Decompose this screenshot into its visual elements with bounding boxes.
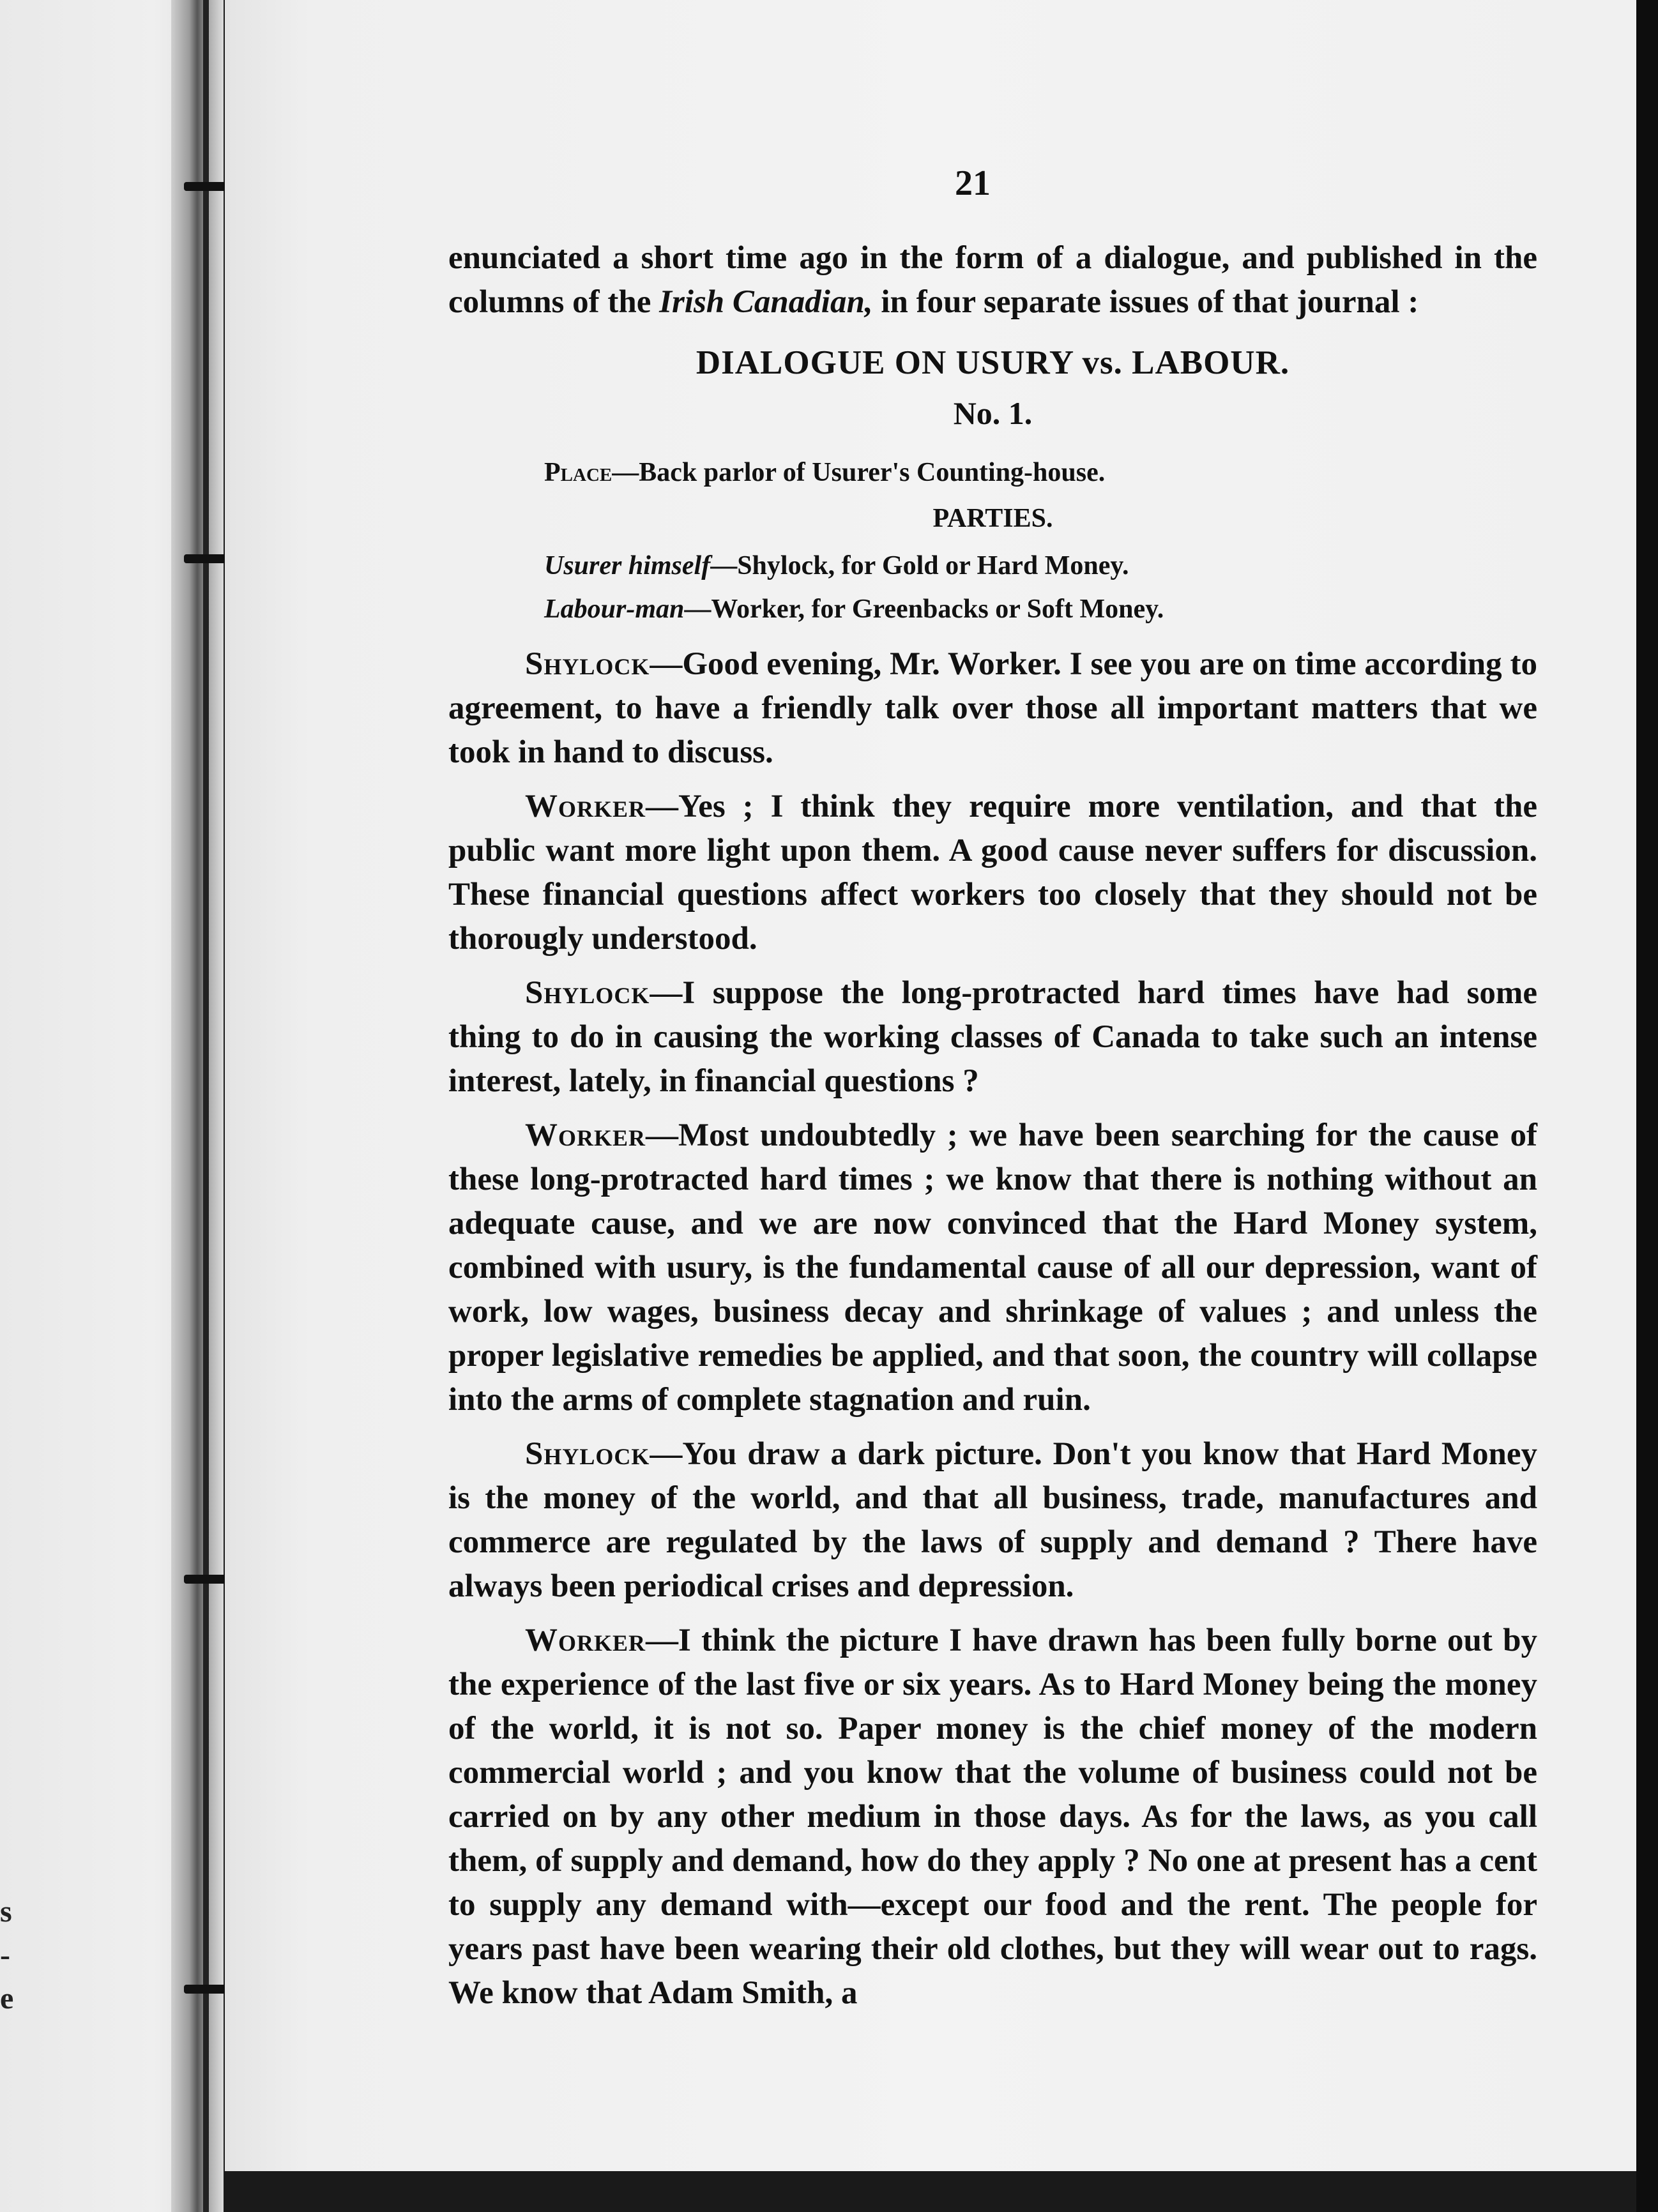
dialogue-number: No. 1. <box>953 395 1033 431</box>
speaker-name: Shylock <box>525 646 650 682</box>
speech-text: —Good evening, Mr. Worker. I see you are on time according to agreement, to have a friendly talk over those all important matters that we took in hand to discuss. <box>448 646 1537 770</box>
speaker-name: Shylock <box>525 975 650 1011</box>
party-entry <box>544 594 1537 625</box>
party-description: —Worker, for Greenbacks or Soft Money. <box>684 595 1164 624</box>
intro-text-before: enunciated a short time ago in the form of a dialogue, and published in the columns of the <box>448 240 1537 320</box>
dialogue-paragraph <box>448 971 1537 1103</box>
binding-stitch <box>184 554 229 563</box>
place-label: Place <box>544 458 612 487</box>
facing-page-fragments <box>0 1890 26 2020</box>
party-description: —Shylock, for Gold or Hard Money. <box>710 551 1129 580</box>
speech-text: —Yes ; I think they require more ventilation, and that the public want more light upon them. A good cause never suffers for discussion. These financial questions affect workers too closely that they should not be thorougly understood. <box>448 789 1537 957</box>
parties-heading: PARTIES. <box>932 504 1053 533</box>
place-line <box>544 457 1537 488</box>
dialogue-paragraph <box>448 785 1537 961</box>
intro-text-after: in four separate issues of that journal : <box>872 284 1419 320</box>
dialogue-paragraph <box>448 1432 1537 1609</box>
speech-text: —I suppose the long-protracted hard times have had some thing to do in causing the working classes of Canada to take such an intense interest, lately, in financial questions ? <box>448 975 1537 1099</box>
facing-fragment: e <box>0 1981 14 2015</box>
party-role: Usurer himself <box>544 551 711 580</box>
binding-stitch <box>184 1575 229 1584</box>
speaker-name: Worker <box>525 1117 646 1153</box>
intro-italic-title: Irish Canadian, <box>659 284 873 320</box>
scan-right-edge <box>1636 0 1658 2212</box>
speaker-name: Worker <box>525 789 646 824</box>
dialogue-paragraph <box>448 642 1537 775</box>
binding-stitch <box>184 1985 229 1994</box>
book-binding <box>171 0 224 2212</box>
speech-text: —I think the picture I have drawn has been fully borne out by the experience of the last five or six years. As to Hard Money being the money of the world, it is not so. Paper money is the chief money of the modern commercial world ; and you know that the volume of business could not be carried on by any other medium in those days. As for the laws, as you call them, of supply and demand, how do they apply ? No one at present has a cent to supply any demand with—except our food and the rent. The people for years past have been wearing their old clothes, but they will wear out to rags. We know that Adam Smith, a <box>448 1623 1537 2011</box>
speech-text: —Most undoubtedly ; we have been searching for the cause of these long-protracted hard times ; we know that there is nothing without an adequate cause, and we are now convinced that the Hard Money system, combined with usury, is the fundamental cause of all our depression, want of work, low wages, business decay and shrinkage of values ; and unless the proper legislative remedies be applied, and that soon, the country will collapse into the arms of complete stagnation and ruin. <box>448 1117 1537 1418</box>
dialogue-title: DIALOGUE ON USURY vs. LABOUR. <box>696 344 1290 381</box>
parties-list <box>448 550 1537 625</box>
facing-fragment: - <box>0 1938 10 1972</box>
party-entry <box>544 550 1537 581</box>
intro-paragraph <box>448 236 1537 324</box>
page-number: 21 <box>955 163 991 203</box>
speech-text: —You draw a dark picture. Don't you know that Hard Money is the money of the world, and that all business, trade, manufactures and commerce are regulated by the laws of supply and demand ? There have always been periodical crises and depression. <box>448 1436 1537 1604</box>
place-text: —Back parlor of Usurer's Counting-house. <box>612 458 1106 487</box>
facing-fragment: s <box>0 1895 12 1928</box>
speaker-name: Shylock <box>525 1436 650 1472</box>
page-text <box>448 236 1537 2026</box>
speaker-name: Worker <box>525 1623 646 1658</box>
party-role: Labour-man <box>544 595 685 624</box>
binding-thread <box>203 0 209 2212</box>
dialogue-paragraph <box>448 1619 1537 2015</box>
binding-stitch <box>184 182 229 191</box>
dialogue-paragraph <box>448 1114 1537 1422</box>
